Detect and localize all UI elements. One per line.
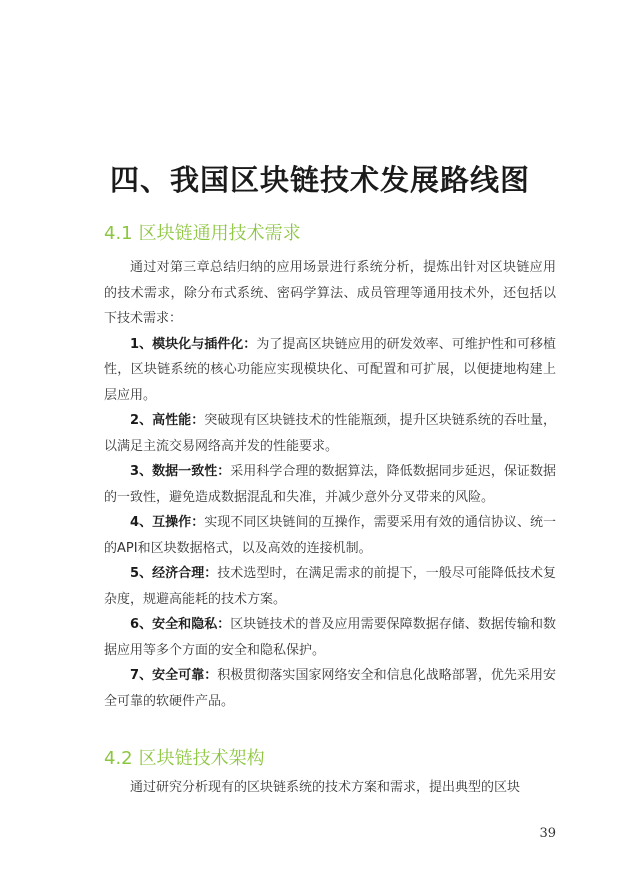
item-text: 采用科学合理的数据算法，降低数据同步延迟，保证数据的一致性，避免造成数据混乱和失准，并减少意外分叉带来的风险。 xyxy=(104,464,556,505)
section-4-2-body xyxy=(104,775,556,801)
section-number: 4.2 xyxy=(104,748,133,769)
page-number: 39 xyxy=(539,826,556,841)
intro-paragraph: 通过研究分析现有的区块链系统的技术方案和需求，提出典型的区块 xyxy=(130,780,521,795)
list-item xyxy=(104,561,556,612)
item-text: 区块链技术的普及应用需要保障数据存储、数据传输和数据应用等多个方面的安全和隐私保护。 xyxy=(104,617,556,658)
item-label: 1、模块化与插件化： xyxy=(130,336,257,352)
item-label: 3、数据一致性： xyxy=(130,464,231,479)
list-item xyxy=(104,408,556,459)
list-item xyxy=(104,332,556,409)
item-label: 7、安全可靠： xyxy=(130,668,218,683)
intro-paragraph: 通过对第三章总结归纳的应用场景进行系统分析，提炼出针对区块链应用的技术需求，除分布式系统、密码学算法、成员管理等通用技术外，还包括以下技术需求： xyxy=(104,260,556,326)
item-label: 6、安全和隐私： xyxy=(130,617,231,632)
item-text: 为了提高区块链应用的研发效率、可维护性和可移植性，区块链系统的核心功能应实现模块化、可配置和可扩展，以便捷地构建上层应用。 xyxy=(104,336,556,403)
section-heading-4-2 xyxy=(104,744,265,770)
item-text: 突破现有区块链技术的性能瓶颈，提升区块链系统的吞吐量，以满足主流交易网络高并发的性能要求。 xyxy=(104,413,556,454)
chapter-title: 四、我国区块链技术发展路线图 xyxy=(109,163,530,197)
item-label: 2、高性能： xyxy=(130,413,205,428)
item-text: 积极贯彻落实国家网络安全和信息化战略部署，优先采用安全可靠的软硬件产品。 xyxy=(104,668,556,709)
item-text: 技术选型时，在满足需求的前提下，一般尽可能降低技术复杂度，规避高能耗的技术方案。 xyxy=(104,566,556,607)
section-4-1-body xyxy=(104,255,556,714)
item-text: 实现不同区块链间的互操作，需要采用有效的通信协议、统一的API和区块数据格式，以及高效的连接机制。 xyxy=(104,515,556,556)
list-item xyxy=(104,663,556,714)
item-label: 4、互操作： xyxy=(130,515,205,530)
section-title: 区块链技术架构 xyxy=(138,748,265,769)
list-item xyxy=(104,612,556,663)
list-item xyxy=(104,510,556,561)
section-heading-4-1 xyxy=(104,219,301,245)
section-title: 区块链通用技术需求 xyxy=(138,223,301,244)
list-item xyxy=(104,459,556,510)
item-label: 5、经济合理： xyxy=(130,566,218,581)
section-number: 4.1 xyxy=(104,223,133,244)
